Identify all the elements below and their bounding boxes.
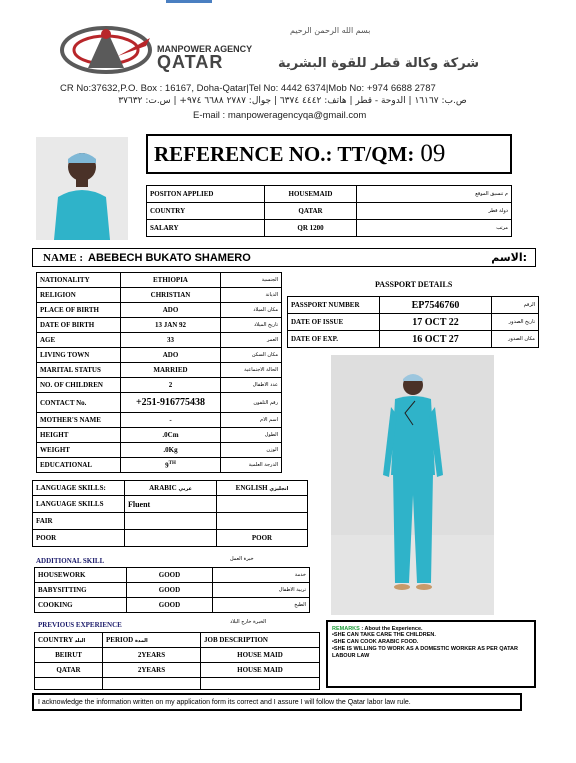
english-label: ENGLISH <box>235 484 268 492</box>
top-accent-bar <box>166 0 212 3</box>
additional-skill-title: ADDITIONAL SKILL <box>36 557 105 565</box>
personal-value-text: - <box>169 416 172 424</box>
passport-row <box>288 331 539 348</box>
position-label-ar: م تنسيق الموقع <box>357 186 512 203</box>
personal-value-text: 33 <box>167 336 174 344</box>
exp-col-period-ar: المدة <box>134 638 148 644</box>
header-email: E-mail : manpoweragencyqa@gmail.com <box>193 110 367 121</box>
language-header: LANGUAGE SKILLS: <box>33 481 125 496</box>
skill-value: GOOD <box>127 583 213 598</box>
language-arabic-value <box>125 513 217 530</box>
position-value: QR 1200 <box>265 220 357 237</box>
exp-col-country <box>35 633 103 648</box>
personal-row <box>37 413 282 428</box>
personal-label-ar: العمر <box>221 333 282 348</box>
passport-label-ar: تاريخ الصدور <box>492 314 539 331</box>
personal-label: CONTACT No. <box>37 393 121 413</box>
position-value: QATAR <box>265 203 357 220</box>
position-label: POSITON APPLIED <box>147 186 265 203</box>
skill-label: HOUSEWORK <box>35 568 127 583</box>
language-arabic-value <box>125 530 217 547</box>
personal-value <box>121 303 221 318</box>
personal-info-table <box>36 272 282 473</box>
remarks-lines <box>332 632 530 660</box>
personal-value <box>121 363 221 378</box>
brand-arabic: شركة وكالة قطر للقوة البشرية <box>278 56 480 71</box>
arabic-label: ARABIC <box>149 484 177 492</box>
previous-experience-title: PREVIOUS EXPERIENCE <box>38 621 122 629</box>
personal-value-text: ETHIOPIA <box>152 276 188 284</box>
personal-label-ar: الديانة <box>221 288 282 303</box>
acknowledgement-text: I acknowledge the information written on my application form its correct and I assure I will follow the Qatar labor law rule. <box>38 698 411 706</box>
name-label: NAME : <box>43 251 84 264</box>
position-table <box>146 185 512 237</box>
personal-value-text: +251-916775438 <box>135 397 206 408</box>
personal-value <box>121 318 221 333</box>
personal-label: RELIGION <box>37 288 121 303</box>
personal-value-text: .0Cm <box>162 431 179 439</box>
reference-label: REFERENCE NO.: TT/QM: <box>154 141 415 166</box>
personal-label-ar: الطول <box>221 428 282 443</box>
passport-row <box>288 297 539 314</box>
personal-value-text: ADO <box>162 351 179 359</box>
passport-label: DATE OF ISSUE <box>288 314 380 331</box>
position-value: HOUSEMAID <box>265 186 357 203</box>
personal-label-ar: اسم الام <box>221 413 282 428</box>
experience-country: QATAR <box>35 663 103 678</box>
skill-row <box>35 583 310 598</box>
position-label-ar: مرتب <box>357 220 512 237</box>
arabic-basmala: بسم الله الرحمن الرحيم <box>290 26 371 35</box>
position-row <box>147 203 512 220</box>
company-logo <box>58 20 158 82</box>
personal-label: MOTHER'S NAME <box>37 413 121 428</box>
language-table <box>32 480 308 547</box>
remarks-box <box>326 620 536 688</box>
experience-empty-cell <box>35 678 103 690</box>
experience-country: BEIRUT <box>35 648 103 663</box>
exp-col-period-label: PERIOD <box>106 636 134 644</box>
personal-value <box>121 288 221 303</box>
personal-row <box>37 428 282 443</box>
skill-label-ar: تربية الاطفال <box>213 583 310 598</box>
personal-label: MARITAL STATUS <box>37 363 121 378</box>
language-english-value <box>217 496 308 513</box>
experience-table <box>34 632 320 690</box>
language-label: FAIR <box>33 513 125 530</box>
personal-value <box>121 333 221 348</box>
header-contact-ar: ص.ب: ١٦١٦٧ | الدوحة - قطر | هاتف: ٤٤٤٢ ٦٣٧٤ | جوال: ٢٧٨٧ ٦٦٨٨ ٩٧٤+ | س.ت: ٣٧٦٣٢ <box>118 96 467 106</box>
personal-label-ar: الدرجة العلمية <box>221 458 282 473</box>
experience-job: HOUSE MAID <box>201 648 320 663</box>
personal-label: PLACE OF BIRTH <box>37 303 121 318</box>
personal-value-text: MARRIED <box>153 366 188 374</box>
previous-experience-title-ar: الخبرة خارج البلاد <box>230 619 267 625</box>
reference-box <box>146 134 512 174</box>
personal-value <box>121 348 221 363</box>
passport-value: EP7546760 <box>380 297 492 314</box>
personal-row <box>37 363 282 378</box>
acknowledgement-box <box>32 693 522 711</box>
language-english-value: POOR <box>217 530 308 547</box>
personal-label-ar: تاريخ الميلاد <box>221 318 282 333</box>
personal-value-text: .0Kg <box>163 446 178 454</box>
language-arabic-value: Fluent <box>125 496 217 513</box>
remarks-label-rest: : About the Experience. <box>361 626 423 632</box>
personal-label: NATIONALITY <box>37 273 121 288</box>
personal-value <box>121 458 221 473</box>
brand-big: QATAR <box>157 52 224 72</box>
experience-row <box>35 663 320 678</box>
personal-value <box>121 413 221 428</box>
passport-label-ar: الرقم <box>492 297 539 314</box>
experience-period: 2YEARS <box>103 648 201 663</box>
header-contact-en: CR No:37632,P.O. Box : 16167, Doha-Qatar|Tel No: 4442 6374|Mob No: +974 6688 2787 <box>60 83 436 94</box>
passport-label: DATE OF EXP. <box>288 331 380 348</box>
exp-col-country-ar: البلد <box>74 638 86 644</box>
personal-label: DATE OF BIRTH <box>37 318 121 333</box>
personal-label: NO. OF CHILDREN <box>37 378 121 393</box>
personal-row <box>37 348 282 363</box>
arabic-label-ar: عربي <box>178 486 192 492</box>
experience-row-empty <box>35 678 320 690</box>
personal-label-ar: الوزن <box>221 443 282 458</box>
personal-value-text: ADO <box>162 306 179 314</box>
personal-label-ar: مكان الميلاد <box>221 303 282 318</box>
applicant-photo-small <box>36 137 128 240</box>
skill-label-ar: خدمة <box>213 568 310 583</box>
personal-value <box>121 393 221 413</box>
personal-value-text: CHRISTIAN <box>150 291 191 299</box>
personal-row <box>37 303 282 318</box>
language-english-value <box>217 513 308 530</box>
personal-row <box>37 458 282 473</box>
language-col-english <box>217 481 308 496</box>
experience-period: 2YEARS <box>103 663 201 678</box>
personal-value <box>121 443 221 458</box>
language-row <box>33 496 308 513</box>
position-label: COUNTRY <box>147 203 265 220</box>
position-row <box>147 220 512 237</box>
personal-value-text: 13 JAN 92 <box>154 321 187 329</box>
personal-row <box>37 393 282 413</box>
skill-label-ar: الطبخ <box>213 598 310 613</box>
reference-number: 09 <box>420 140 446 167</box>
language-label: LANGUAGE SKILLS <box>33 496 125 513</box>
skill-value: GOOD <box>127 568 213 583</box>
brand-small: MANPOWER AGENCY <box>157 44 253 54</box>
skill-row <box>35 598 310 613</box>
skill-label: BABYSITTING <box>35 583 127 598</box>
exp-col-job: JOB DESCRIPTION <box>201 633 320 648</box>
passport-row <box>288 314 539 331</box>
position-label-ar: دولة قطر <box>357 203 512 220</box>
personal-label: EDUCATIONAL <box>37 458 121 473</box>
personal-row <box>37 273 282 288</box>
personal-row <box>37 378 282 393</box>
personal-label-ar: رقم التلفون <box>221 393 282 413</box>
passport-value: 16 OCT 27 <box>380 331 492 348</box>
experience-empty-cell <box>103 678 201 690</box>
remarks-line: •SHE CAN TAKE CARE THE CHILDREN. <box>332 632 436 638</box>
skill-row <box>35 568 310 583</box>
language-row <box>33 530 308 547</box>
experience-job: HOUSE MAID <box>201 663 320 678</box>
language-label: POOR <box>33 530 125 547</box>
skills-table <box>34 567 310 613</box>
personal-label-ar: مكان السكن <box>221 348 282 363</box>
personal-label-ar: الحالة الاجتماعية <box>221 363 282 378</box>
remarks-line: •SHE CAN COOK ARABIC FOOD. <box>332 639 419 645</box>
language-col-arabic <box>125 481 217 496</box>
name-bar <box>32 248 536 267</box>
experience-row <box>35 648 320 663</box>
name-arabic: الاسم: <box>491 251 527 264</box>
applicant-photo-full <box>331 355 494 615</box>
personal-row <box>37 288 282 303</box>
personal-row <box>37 333 282 348</box>
skill-value: GOOD <box>127 598 213 613</box>
exp-col-country-label: COUNTRY <box>38 636 73 644</box>
personal-label-ar: عدد الاطفال <box>221 378 282 393</box>
personal-label: WEIGHT <box>37 443 121 458</box>
personal-label: LIVING TOWN <box>37 348 121 363</box>
personal-value-sup: TH <box>168 460 176 466</box>
remarks-label: REMARKS <box>332 626 360 632</box>
personal-row <box>37 443 282 458</box>
personal-label: HEIGHT <box>37 428 121 443</box>
exp-col-period <box>103 633 201 648</box>
personal-label-ar: الجنسية <box>221 273 282 288</box>
passport-table <box>287 296 539 348</box>
skill-label: COOKING <box>35 598 127 613</box>
language-row <box>33 513 308 530</box>
passport-label-ar: مكان الصدور <box>492 331 539 348</box>
additional-skill-title-ar: خبرة العمل <box>230 556 254 562</box>
personal-value-text: 2 <box>168 381 173 389</box>
personal-value-text: 9 <box>165 461 169 470</box>
name-value: ABEBECH BUKATO SHAMERO <box>88 251 251 264</box>
personal-row <box>37 318 282 333</box>
personal-value <box>121 428 221 443</box>
english-label-ar: انجليزي <box>269 486 289 492</box>
position-row <box>147 186 512 203</box>
experience-empty-cell <box>201 678 320 690</box>
passport-value: 17 OCT 22 <box>380 314 492 331</box>
personal-value <box>121 378 221 393</box>
position-label: SALARY <box>147 220 265 237</box>
passport-title: PASSPORT DETAILS <box>375 280 453 289</box>
personal-label: AGE <box>37 333 121 348</box>
remarks-line: •SHE IS WILLING TO WORK AS A DOMESTIC WORKER AS PER QATAR LABOUR LAW <box>332 646 518 659</box>
personal-value <box>121 273 221 288</box>
passport-label: PASSPORT NUMBER <box>288 297 380 314</box>
